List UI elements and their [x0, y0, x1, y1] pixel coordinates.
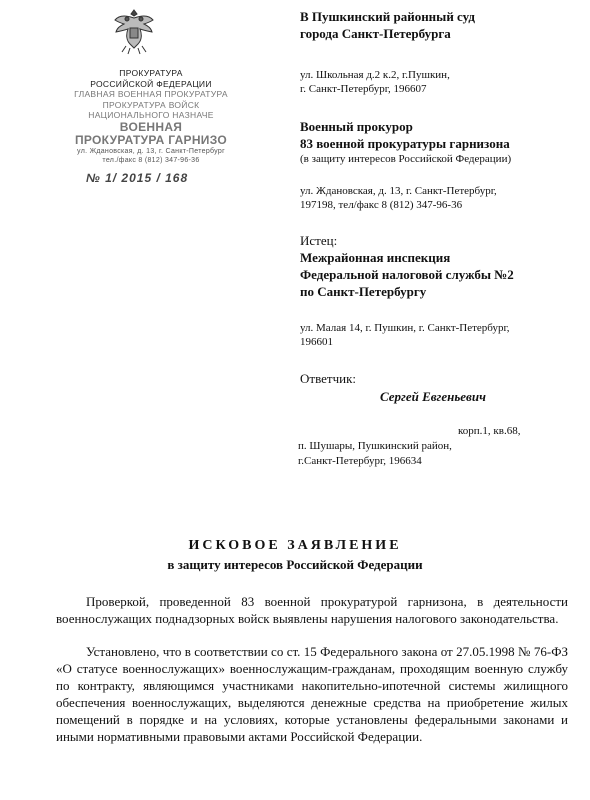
prosecutor-note: (в защиту интересов Российской Федерации): [300, 153, 512, 165]
plaintiff-name: Межрайонная инспекция: [300, 250, 451, 265]
body-paragraph: Проверкой, проведенной 83 военной прокуратурой гарнизона, в деятельности военнослужащих поднадзорных войск выявлены нарушения налогового законодательства.: [56, 594, 568, 626]
letterhead-line: ПРОКУРАТУРА: [119, 68, 183, 78]
plaintiff-label: Истец:: [300, 233, 338, 248]
defendant-label: Ответчик:: [300, 371, 357, 386]
plaintiff-address-line: ул. Малая 14, г. Пушкин, г. Санкт-Петербург,: [300, 322, 510, 334]
prosecutor-unit: 83 военной прокуратуры гарнизона: [300, 136, 510, 151]
document-title: ИСКОВОЕ ЗАЯВЛЕНИЕ: [188, 538, 402, 553]
document-subtitle: в защиту интересов Российской Федерации: [167, 557, 423, 572]
prosecutor-address-line: ул. Ждановская, д. 13, г. Санкт-Петербург,: [300, 185, 497, 197]
defendant-name: Сергей Евгеньевич: [380, 389, 486, 404]
body-paragraph: Установлено, что в соответствии со ст. 15 Федерального закона от 27.05.1998 № 76-ФЗ «О статусе военнослужащих» военнослужащим-гражданам, проходящим военную службу по контракту, являющимся участниками накопительно-ипотечной системы жилищного обеспечения военнослужащих, выделяются денежные средства на приобретение жилых помещений в порядке и на условиях, которые установлены федеральными законами и иными нормативными правовыми актами Российской Федерации.: [56, 644, 568, 744]
prosecutor-block: [300, 118, 580, 166]
defendant-block: [300, 370, 580, 387]
court-city: города Санкт-Петербурга: [300, 26, 451, 41]
letterhead-stamp: [56, 68, 246, 185]
letterhead-phone: тел./факс 8 (812) 347-96-36: [102, 156, 200, 164]
court-block: [300, 8, 580, 42]
court-address-line: г. Санкт-Петербург, 196607: [300, 83, 427, 95]
plaintiff-address: [300, 321, 580, 349]
letterhead-line: ПРОКУРАТУРА ГАРНИЗО: [74, 133, 228, 147]
prosecutor-title: Военный прокурор: [300, 119, 413, 134]
court-address-line: ул. Школьная д.2 к.2, г.Пушкин,: [300, 69, 450, 81]
defendant-address-line: п. Шушары, Пушкинский район,: [298, 440, 452, 452]
letterhead-line: ПРОКУРАТУРА ВОЙСК: [102, 99, 200, 110]
plaintiff-name: Федеральной налоговой службы №2: [300, 267, 514, 282]
prosecutor-address-line: 197198, тел/факс 8 (812) 347-96-36: [300, 199, 463, 211]
defendant-address-line: корп.1, кв.68,: [458, 425, 521, 437]
letterhead-line: ВОЕННАЯ: [119, 120, 183, 134]
defendant-address-line: г.Санкт-Петербург, 196634: [298, 455, 422, 467]
court-name: В Пушкинский районный суд: [300, 9, 475, 24]
letterhead-address: ул. Ждановская, д. 13, г. Санкт-Петербург: [77, 147, 225, 155]
letterhead-line: ГЛАВНАЯ ВОЕННАЯ ПРОКУРАТУРА: [74, 89, 228, 99]
plaintiff-name: по Санкт-Петербургу: [300, 284, 427, 299]
coat-of-arms-emblem: [112, 6, 156, 56]
letterhead-line: НАЦИОНАЛЬНОГО НАЗНАЧЕ: [88, 110, 214, 120]
registration-number: № 1/ 2015 / 168: [86, 170, 189, 185]
court-address: [300, 68, 580, 96]
prosecutor-address: [300, 184, 580, 212]
plaintiff-address-line: 196601: [300, 336, 333, 348]
letterhead-line: РОССИЙСКОЙ ФЕДЕРАЦИИ: [90, 78, 212, 89]
plaintiff-block: [300, 232, 580, 300]
